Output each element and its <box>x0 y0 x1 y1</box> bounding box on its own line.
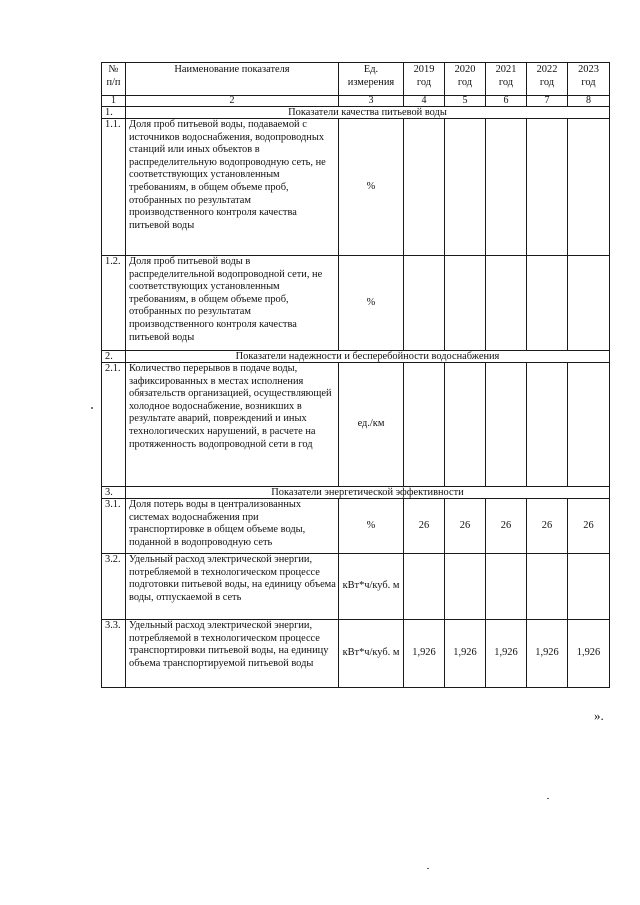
indicator-name: Удельный расход электрической энергии, потребляемой в технологическом процессе транспортировки питьевой воды, на единицу объема транспортируемой питьевой воды <box>126 620 339 688</box>
value-cell <box>527 363 568 487</box>
indicator-unit: ед./км <box>339 363 404 487</box>
value-cell: 26 <box>568 499 610 554</box>
table-row <box>102 620 610 688</box>
row-number: 1.1. <box>102 119 126 256</box>
value-cell <box>445 554 486 620</box>
table-row <box>102 256 610 351</box>
header-year-2023: 2023 год <box>568 63 610 96</box>
value-cell <box>445 363 486 487</box>
value-cell: 26 <box>445 499 486 554</box>
value-cell <box>404 554 445 620</box>
indicators-table <box>101 62 610 688</box>
value-cell: 1,926 <box>445 620 486 688</box>
value-cell: 1,926 <box>404 620 445 688</box>
indicator-unit: % <box>339 256 404 351</box>
value-cell <box>527 554 568 620</box>
value-cell: 1,926 <box>527 620 568 688</box>
column-number-row <box>102 96 610 107</box>
scan-speck <box>427 868 429 869</box>
indicator-name: Доля потерь воды в централизованных системах водоснабжения при транспортировке в общем объеме воды, поданной в водопроводную сеть <box>126 499 339 554</box>
value-cell <box>486 554 527 620</box>
column-number: 7 <box>527 96 568 107</box>
value-cell: 1,926 <box>568 620 610 688</box>
section-row <box>102 351 610 363</box>
indicator-unit: % <box>339 499 404 554</box>
column-number: 1 <box>102 96 126 107</box>
column-number: 2 <box>126 96 339 107</box>
value-cell <box>568 554 610 620</box>
scan-speck <box>91 407 93 409</box>
value-cell <box>404 119 445 256</box>
header-num: № п/п <box>102 63 126 96</box>
header-name: Наименование показателя <box>126 63 339 96</box>
indicator-name: Доля проб питьевой воды в распределительной водопроводной сети, не соответствующих установленным требованиям, в общем объеме проб, отобранных по результатам производственного контроля качества питьевой воды <box>126 256 339 351</box>
value-cell: 26 <box>404 499 445 554</box>
closing-quote: ». <box>594 708 604 723</box>
indicator-name: Количество перерывов в подаче воды, зафиксированных в местах исполнения обязательств организацией, осуществляющей холодное водоснабжение, возникших в результате аварий, повреждений и иных технологических нарушений, в расчете на протяженность водопроводной сети в год <box>126 363 339 487</box>
row-number: 2.1. <box>102 363 126 487</box>
section-title: Показатели энергетической эффективности <box>126 487 610 499</box>
section-number: 3. <box>102 487 126 499</box>
row-number: 3.1. <box>102 499 126 554</box>
indicator-unit: % <box>339 119 404 256</box>
value-cell <box>568 256 610 351</box>
header-unit: Ед. измерения <box>339 63 404 96</box>
header-year-2021: 2021 год <box>486 63 527 96</box>
row-number: 3.3. <box>102 620 126 688</box>
value-cell <box>445 256 486 351</box>
section-title: Показатели качества питьевой воды <box>126 107 610 119</box>
value-cell <box>527 256 568 351</box>
column-number: 8 <box>568 96 610 107</box>
indicator-name: Удельный расход электрической энергии, потребляемой в технологическом процессе подготовки питьевой воды, на единицу объема воды, отпускаемой в сеть <box>126 554 339 620</box>
indicator-unit: кВт*ч/куб. м <box>339 554 404 620</box>
value-cell <box>486 256 527 351</box>
header-row <box>102 63 610 96</box>
row-number: 1.2. <box>102 256 126 351</box>
value-cell: 26 <box>527 499 568 554</box>
indicator-name: Доля проб питьевой воды, подаваемой с источников водоснабжения, водопроводных станций или иных объектов в распределительную водопроводную сеть, не соответствующих установленным требованиям, в общем объеме проб, отобранных по результатам производственного контроля качества питьевой воды <box>126 119 339 256</box>
value-cell <box>568 119 610 256</box>
value-cell <box>486 119 527 256</box>
value-cell <box>404 363 445 487</box>
header-year-2020: 2020 год <box>445 63 486 96</box>
column-number: 5 <box>445 96 486 107</box>
header-year-2022: 2022 год <box>527 63 568 96</box>
table-row <box>102 499 610 554</box>
header-year-2019: 2019 год <box>404 63 445 96</box>
table-row <box>102 119 610 256</box>
table-row <box>102 363 610 487</box>
row-number: 3.2. <box>102 554 126 620</box>
section-title: Показатели надежности и бесперебойности водоснабжения <box>126 351 610 363</box>
scan-speck <box>547 798 549 799</box>
value-cell <box>568 363 610 487</box>
column-number: 6 <box>486 96 527 107</box>
column-number: 3 <box>339 96 404 107</box>
value-cell: 26 <box>486 499 527 554</box>
table-row <box>102 554 610 620</box>
section-number: 2. <box>102 351 126 363</box>
value-cell <box>404 256 445 351</box>
value-cell <box>486 363 527 487</box>
section-number: 1. <box>102 107 126 119</box>
column-number: 4 <box>404 96 445 107</box>
value-cell <box>445 119 486 256</box>
section-row <box>102 487 610 499</box>
value-cell: 1,926 <box>486 620 527 688</box>
indicator-unit: кВт*ч/куб. м <box>339 620 404 688</box>
value-cell <box>527 119 568 256</box>
section-row <box>102 107 610 119</box>
